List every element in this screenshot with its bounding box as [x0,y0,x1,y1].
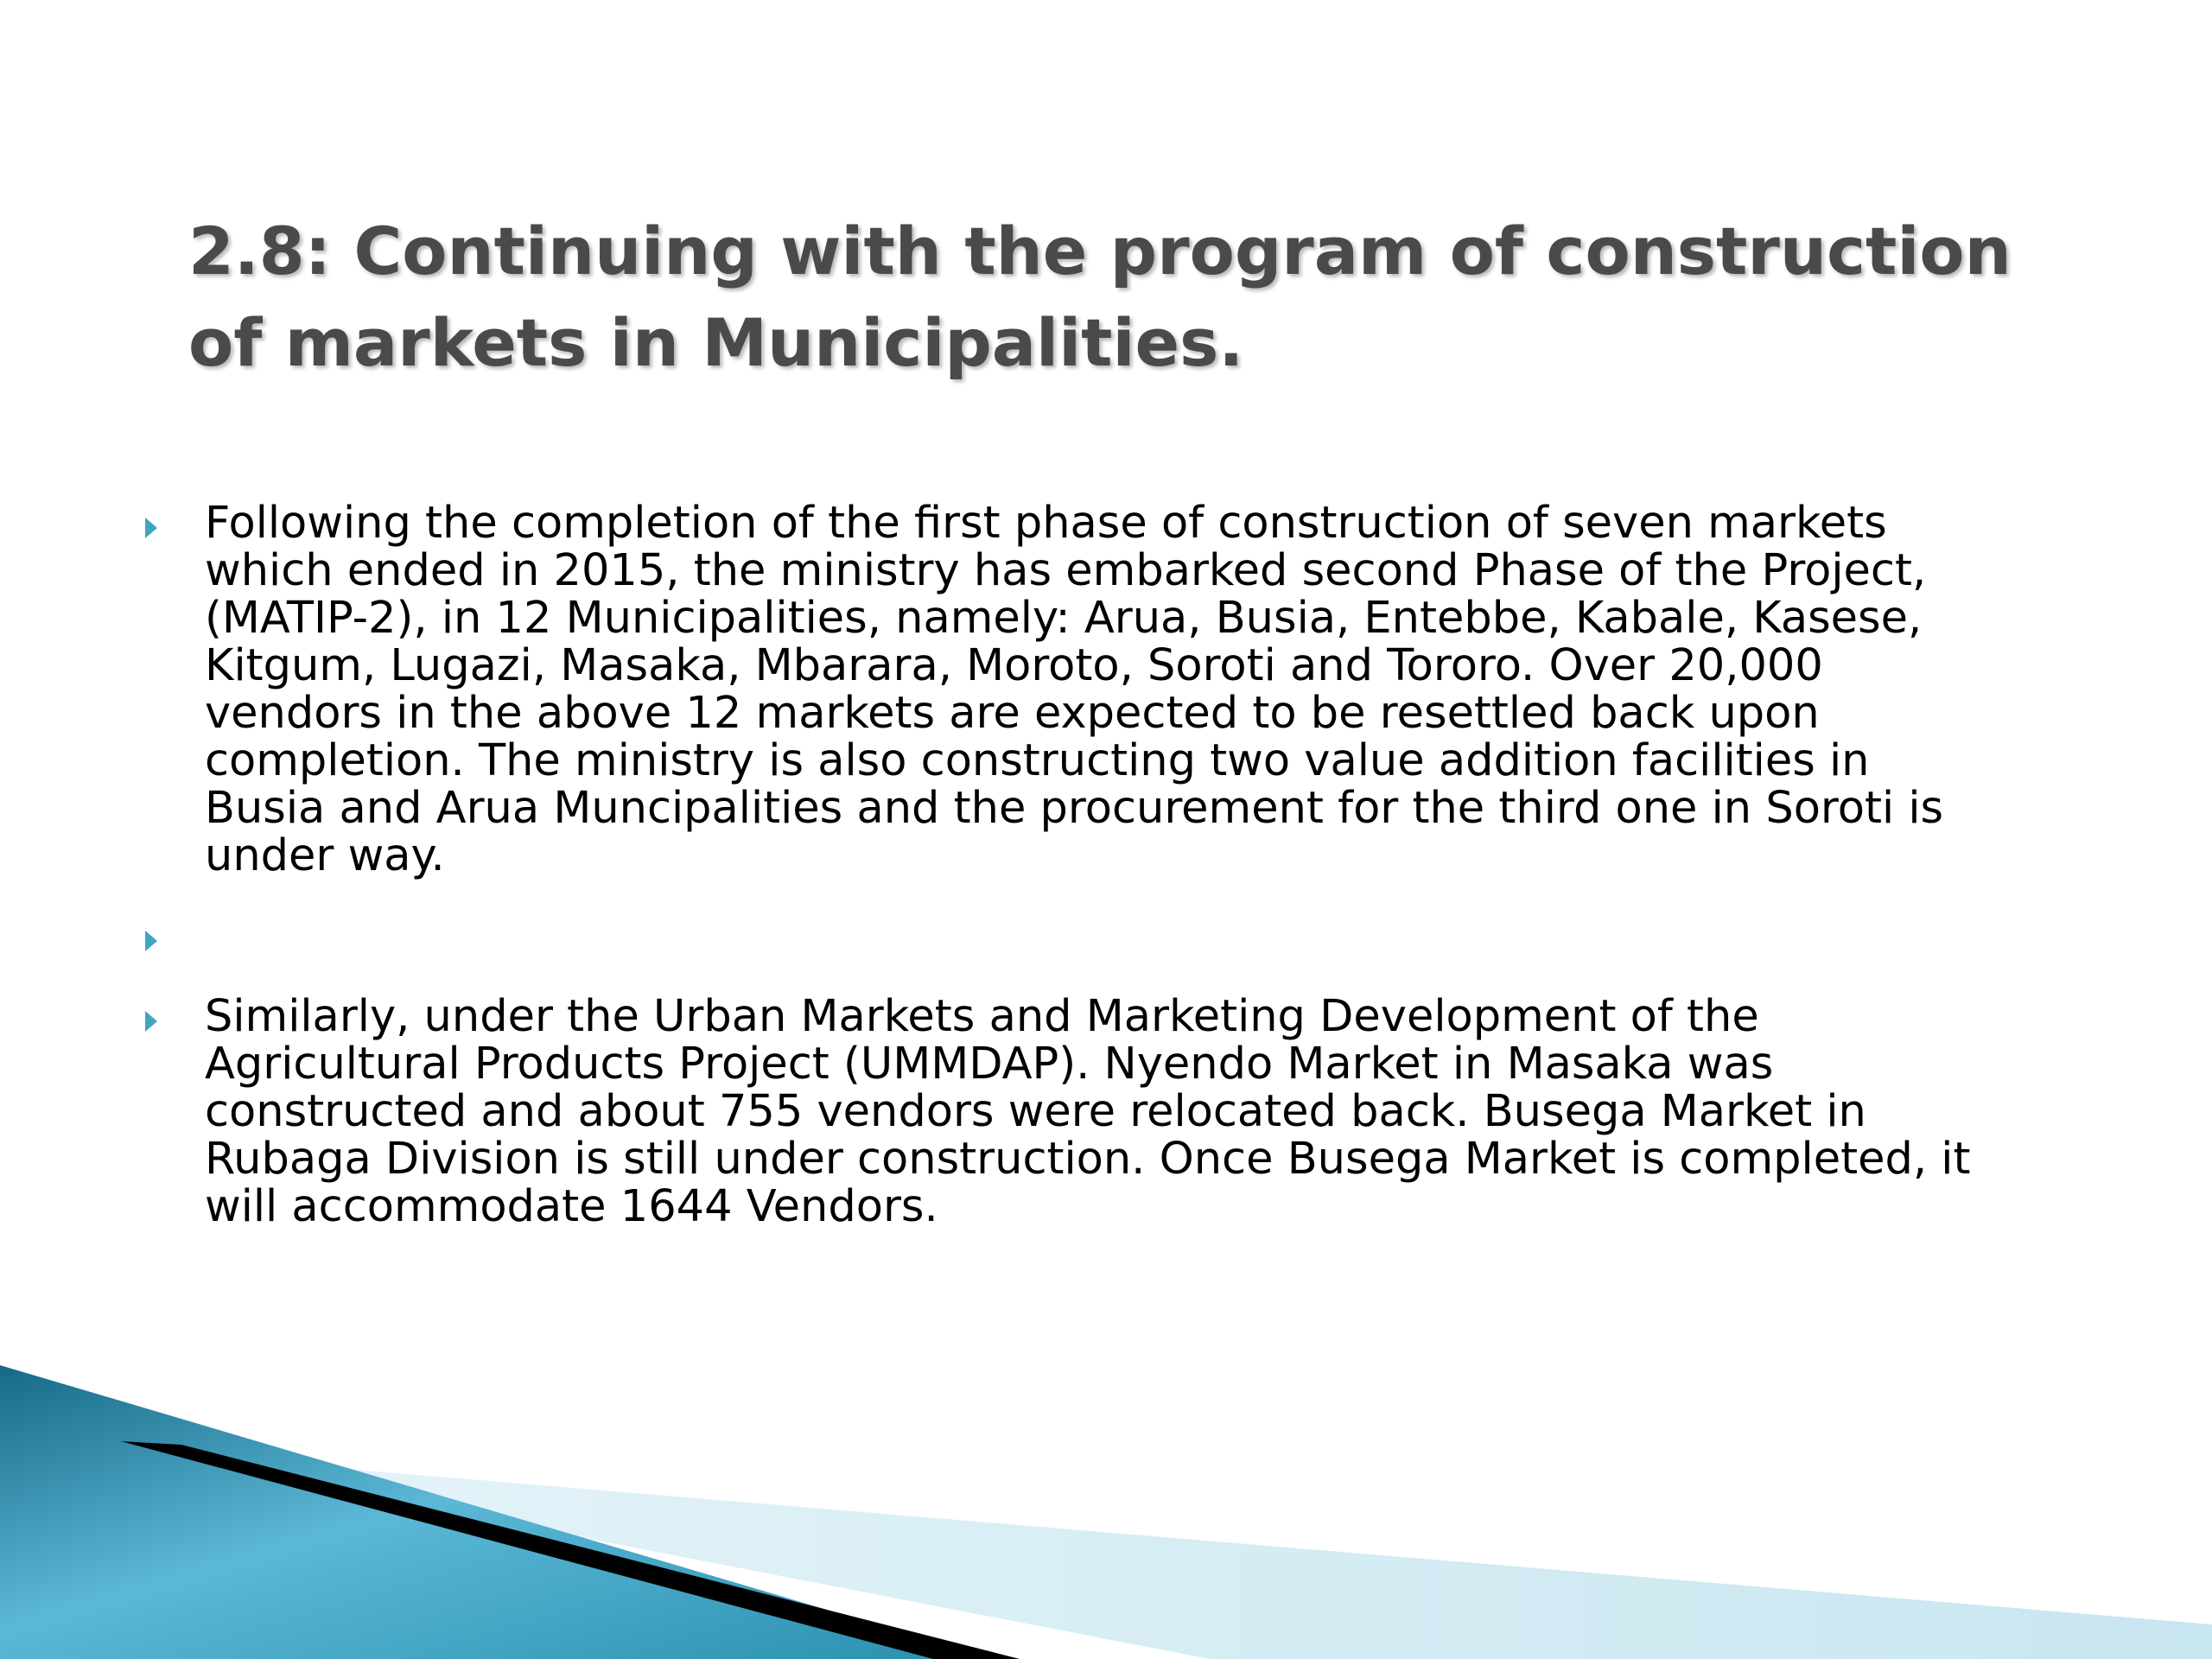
bullet-item-empty [138,912,2126,960]
bullet-line: under way. [205,830,445,881]
triangle-right-icon [145,518,157,538]
bullet-line: which ended in 2015, the ministry has embarked second Phase of the Project, [205,545,1927,596]
bullet-text-matip [205,499,2126,880]
bullet-line: Busia and Arua Muncipalities and the procurement for the third one in Soroti is [205,783,1944,834]
slide-title [188,206,2046,389]
corner-swoosh-decoration [0,1365,2212,1659]
triangle-right-icon [145,1011,157,1032]
bullet-item-matip [138,499,2126,880]
slide-title-line-1: 2.8: Continuing with the program of construction [188,213,2012,289]
bullet-line: vendors in the above 12 markets are expected to be resettled back upon [205,688,1820,739]
bullet-line: Similarly, under the Urban Markets and Marketing Development of the [205,991,1759,1042]
bullet-line: Following the completion of the first phase of construction of seven markets [205,498,1887,549]
bullet-line: Kitgum, Lugazi, Masaka, Mbarara, Moroto, Soroti and Tororo. Over 20,000 [205,640,1823,691]
bullet-line: (MATIP-2), in 12 Municipalities, namely: Arua, Busia, Entebbe, Kabale, Kasese, [205,593,1923,644]
bullet-line: completion. The ministry is also constructing two value addition facilities in [205,735,1870,786]
bullet-text-ummdap [205,993,2126,1230]
slide-title-line-2: of markets in Municipalities. [188,304,1244,381]
bullet-line: constructed and about 755 vendors were relocated back. Busega Market in [205,1086,1866,1137]
bullet-line: Rubaga Division is still under construction. Once Busega Market is completed, it [205,1134,1971,1185]
bullet-list [138,499,2126,1263]
bullet-item-ummdap [138,993,2126,1230]
triangle-right-icon [145,931,157,951]
bullet-line: Agricultural Products Project (UMMDAP). Nyendo Market in Masaka was [205,1039,1774,1090]
bullet-line: will accommodate 1644 Vendors. [205,1181,938,1232]
